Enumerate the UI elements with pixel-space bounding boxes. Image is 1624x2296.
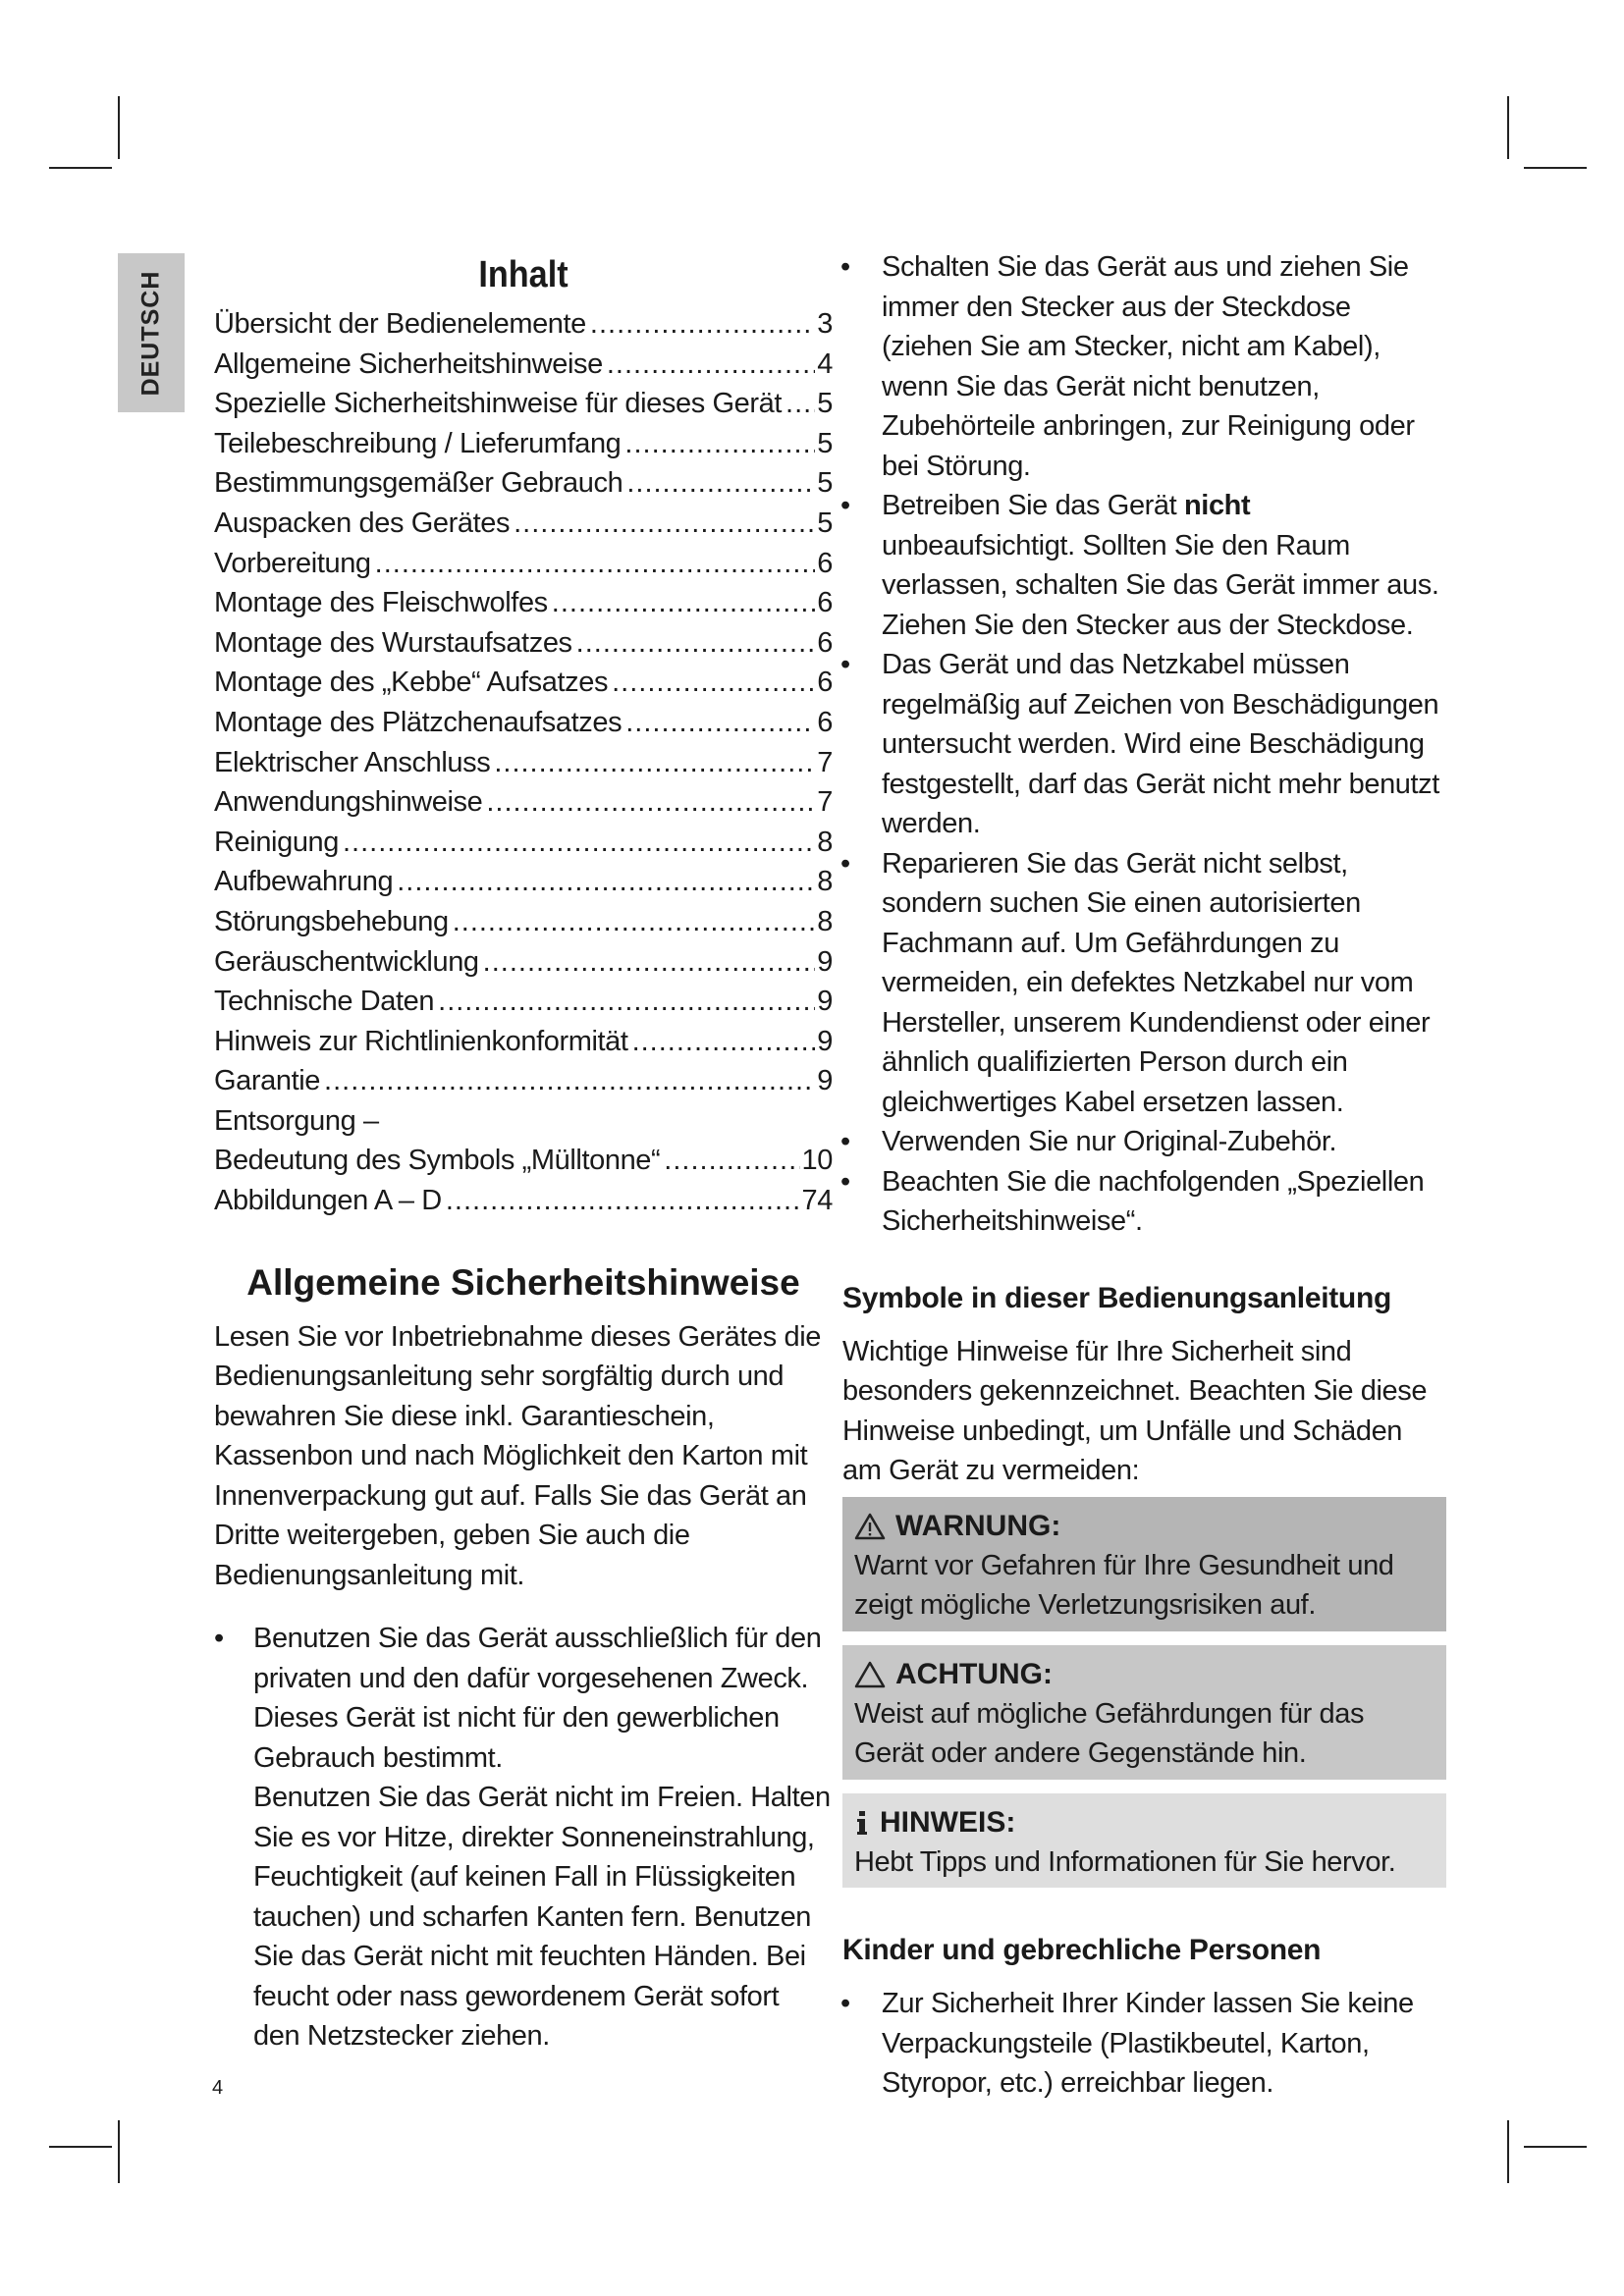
toc-entry xyxy=(214,663,833,703)
crop-mark xyxy=(49,167,112,169)
toc-entry xyxy=(214,862,833,902)
toc-dot-leader xyxy=(576,623,816,664)
crop-mark xyxy=(1524,167,1587,169)
list-item: • Verwenden Sie nur Original-Zubehör. xyxy=(842,1122,1446,1162)
toc-entry-title: Montage des „Kebbe“ Aufsatzes xyxy=(214,667,609,699)
language-tab-label: DEUTSCH xyxy=(136,270,165,396)
warning-icon xyxy=(854,1513,886,1540)
toc-entry xyxy=(214,782,833,823)
toc-entry xyxy=(214,1061,833,1101)
toc-entry-title: Bedeutung des Symbols „Mülltonne“ xyxy=(214,1145,661,1177)
toc-entry-title: Störungsbehebung xyxy=(214,905,449,937)
toc-entry xyxy=(214,345,833,385)
list-item: • Zur Sicherheit Ihrer Kinder lassen Sie keine Verpackungsteile (Plastikbeutel, Karton, Styropor, etc.) erreichbar liegen. xyxy=(842,1984,1446,2104)
toc-entry-title: Entsorgung – xyxy=(214,1104,379,1137)
toc-dot-leader xyxy=(607,345,815,385)
toc-entry xyxy=(214,463,833,504)
safety-intro: Lesen Sie vor Inbetriebnahme dieses Gerätes die Bedienungsanleitung sehr sorgfältig durch und bewahren Sie diese inkl. Garantieschein, Kassenbon und nach Möglichkeit den Karton mit Innenverpackung gut auf. Falls Sie das Gerät an Dritte weitergeben, geben Sie auch die Bedienungsanleitung mit. xyxy=(214,1320,821,1591)
toc-entry-title: Hinweis zur Richtlinienkonformität xyxy=(214,1025,628,1057)
toc-dot-leader xyxy=(785,384,815,424)
toc-entry xyxy=(214,424,833,464)
toc-entry xyxy=(214,942,833,983)
toc-entry xyxy=(214,384,833,424)
toc-dot-leader xyxy=(397,862,815,902)
toc-entry-page: 9 xyxy=(817,986,833,1018)
toc-dot-leader xyxy=(486,782,815,823)
safety-bullets xyxy=(214,1619,833,2056)
toc-dot-leader xyxy=(375,544,816,584)
toc-dot-leader xyxy=(453,902,816,942)
toc-entry-page: 3 xyxy=(817,308,833,340)
bullet-text: unbeaufsichtigt. Sollten Sie den Raum verlassen, schalten Sie das Gerät immer aus. Ziehen Sie den Stecker aus der Steckdose. xyxy=(882,529,1439,641)
toc-entry-page: 8 xyxy=(817,866,833,898)
toc-dot-leader xyxy=(626,463,815,504)
toc-entry xyxy=(214,623,833,664)
section-title: Allgemeine Sicherheitshinweise xyxy=(246,1261,800,1303)
bullet-text: Benutzen Sie das Gerät nicht im Freien. Halten Sie es vor Hitze, direkter Sonneneinstrahlung, Feuchtigkeit (auf keinen Fall in Flüssigkeiten tauchen) und scharfen Kanten fern. Benutzen Sie das Gerät nicht mit feuchten Händen. Bei feucht oder nass gewordenem Gerät sofort den Netzstecker ziehen. xyxy=(253,1782,831,2053)
toc-entry-page: 9 xyxy=(817,1025,833,1057)
toc-entry-title: Abbildungen A – D xyxy=(214,1185,442,1217)
toc-dot-leader xyxy=(552,583,815,623)
children-bullets xyxy=(842,1984,1446,2104)
list-item: • Schalten Sie das Gerät aus und ziehen Sie immer den Stecker aus der Steckdose (ziehen Sie am Stecker, nicht am Kabel), wenn Sie das Gerät nicht benutzen, Zubehörteile anbringen, zur Reinigung oder bei Störung. xyxy=(842,247,1446,486)
toc-dot-leader xyxy=(590,304,815,345)
warning-text: Warnt vor Gefahren für Ihre Gesundheit und zeigt mögliche Verletzungsrisiken auf. xyxy=(854,1549,1394,1621)
caution-label: ACHTUNG: xyxy=(895,1657,1053,1690)
caution-icon xyxy=(854,1661,886,1688)
toc-entry-page: 5 xyxy=(817,427,833,459)
list-item: • Reparieren Sie das Gerät nicht selbst, sondern suchen Sie einen autorisierten Fachmann auf. Um Gefährdungen zu vermeiden, ein defektes Netzkabel nur vom Hersteller, unserem Kundendienst oder einer ähnlich qualifizierten Person durch ein gleichwertiges Kabel ersetzen lassen. xyxy=(842,844,1446,1123)
toc-entry-title: Elektrischer Anschluss xyxy=(214,746,491,778)
toc-entry xyxy=(214,1181,833,1221)
toc-entry xyxy=(214,304,833,345)
toc-entry-page: 5 xyxy=(817,507,833,539)
toc-dot-leader xyxy=(438,982,815,1022)
info-icon xyxy=(854,1809,870,1837)
toc-entry xyxy=(214,1022,833,1062)
right-column xyxy=(842,247,1446,2104)
toc-dot-leader xyxy=(514,504,815,544)
toc-entry-title: Montage des Plätzchenaufsatzes xyxy=(214,706,623,738)
toc-entry-title: Geräuschentwicklung xyxy=(214,945,479,978)
crop-mark xyxy=(118,96,120,159)
list-item: • Beachten Sie die nachfolgenden „Speziellen Sicherheitshinweise“. xyxy=(842,1162,1446,1242)
toc-entry-page: 5 xyxy=(817,467,833,500)
toc-entry xyxy=(214,902,833,942)
toc-entry-page: 9 xyxy=(817,1065,833,1097)
toc-entry-title: Allgemeine Sicherheitshinweise xyxy=(214,347,603,380)
children-title: Kinder und gebrechliche Personen xyxy=(842,1934,1322,1966)
toc-entry-page: 6 xyxy=(817,706,833,738)
toc-title: Inhalt xyxy=(478,254,568,295)
safety-bullets-continued xyxy=(842,247,1446,1242)
toc-dot-leader xyxy=(625,703,815,743)
toc-entry xyxy=(214,504,833,544)
toc-entry-page: 5 xyxy=(817,388,833,420)
toc-entry-page: 6 xyxy=(817,667,833,699)
caution-box xyxy=(842,1645,1446,1780)
crop-mark xyxy=(118,2120,120,2183)
toc-entry xyxy=(214,583,833,623)
caution-text: Weist auf mögliche Gefährdungen für das Gerät oder andere Gegenstände hin. xyxy=(854,1697,1365,1769)
toc-entry-title: Spezielle Sicherheitshinweise für dieses Gerät xyxy=(214,388,783,420)
toc-entry-title: Auspacken des Gerätes xyxy=(214,507,511,539)
note-label: HINWEIS: xyxy=(880,1805,1016,1839)
note-text: Hebt Tipps und Informationen für Sie hervor. xyxy=(854,1845,1396,1878)
toc-entry-title: Technische Daten xyxy=(214,986,435,1018)
toc-list xyxy=(214,304,833,1221)
symbols-title: Symbole in dieser Bedienungsanleitung xyxy=(842,1281,1392,1314)
toc-entry-page: 74 xyxy=(801,1185,833,1217)
language-tab xyxy=(118,253,185,412)
toc-entry-title: Garantie xyxy=(214,1065,321,1097)
toc-entry-title: Reinigung xyxy=(214,826,339,858)
toc-entry xyxy=(214,544,833,584)
toc-entry-title: Bestimmungsgemäßer Gebrauch xyxy=(214,467,623,500)
left-column xyxy=(214,247,833,2056)
list-item xyxy=(842,486,1446,645)
toc-dot-leader xyxy=(632,1022,816,1062)
toc-entry-page: 10 xyxy=(801,1145,833,1177)
bullet-text: Betreiben Sie das Gerät xyxy=(882,490,1184,521)
toc-entry xyxy=(214,703,833,743)
warning-label: WARNUNG: xyxy=(895,1509,1061,1542)
toc-entry-page: 8 xyxy=(817,826,833,858)
toc-entry-title: Montage des Fleischwolfes xyxy=(214,587,548,619)
note-box xyxy=(842,1793,1446,1889)
toc-entry-title: Vorbereitung xyxy=(214,547,371,579)
toc-entry-page: 4 xyxy=(817,347,833,380)
toc-dot-leader xyxy=(324,1061,815,1101)
toc-entry xyxy=(214,982,833,1022)
toc-entry-page: 7 xyxy=(817,746,833,778)
page-number: 4 xyxy=(212,2077,224,2099)
toc-entry-page: 7 xyxy=(817,786,833,819)
toc-dot-leader xyxy=(494,743,815,783)
crop-mark xyxy=(1507,2120,1509,2183)
symbols-intro: Wichtige Hinweise für Ihre Sicherheit sind besonders gekennzeichnet. Beachten Sie diese Hinweise unbedingt, um Unfälle und Schäden am Gerät zu vermeiden: xyxy=(842,1335,1428,1486)
list-item: • Das Gerät und das Netzkabel müssen regelmäßig auf Zeichen von Beschädigungen untersucht werden. Wird eine Beschädigung festgestellt, darf das Gerät nicht mehr benutzt werden. xyxy=(842,645,1446,844)
emphasis: nicht xyxy=(1183,490,1251,521)
toc-entry-page: 8 xyxy=(817,905,833,937)
crop-mark xyxy=(49,2146,112,2148)
bullet-text: Benutzen Sie das Gerät ausschließlich für den privaten und den dafür vorgesehenen Zweck. Dieses Gerät ist nicht für den gewerblichen Gebrauch bestimmt. xyxy=(253,1623,822,1774)
toc-entry-page: 6 xyxy=(817,626,833,659)
toc-dot-leader xyxy=(446,1181,800,1221)
toc-dot-leader xyxy=(664,1141,799,1181)
toc-entry-title: Übersicht der Bedienelemente xyxy=(214,308,586,340)
toc-entry-page: 6 xyxy=(817,587,833,619)
toc-dot-leader xyxy=(343,823,815,863)
list-item xyxy=(214,1619,833,2056)
toc-entry-page: 6 xyxy=(817,547,833,579)
toc-dot-leader xyxy=(624,424,815,464)
toc-dot-leader xyxy=(483,942,816,983)
crop-mark xyxy=(1507,96,1509,159)
toc-entry xyxy=(214,823,833,863)
toc-entry-title: Montage des Wurstaufsatzes xyxy=(214,626,572,659)
toc-entry-page: 9 xyxy=(817,945,833,978)
toc-entry-title: Anwendungshinweise xyxy=(214,786,483,819)
toc-entry xyxy=(214,743,833,783)
warning-box xyxy=(842,1497,1446,1631)
toc-entry-title: Aufbewahrung xyxy=(214,866,394,898)
toc-entry-title: Teilebeschreibung / Lieferumfang xyxy=(214,427,622,459)
toc-entry xyxy=(214,1141,833,1181)
crop-mark xyxy=(1524,2146,1587,2148)
toc-dot-leader xyxy=(612,663,815,703)
